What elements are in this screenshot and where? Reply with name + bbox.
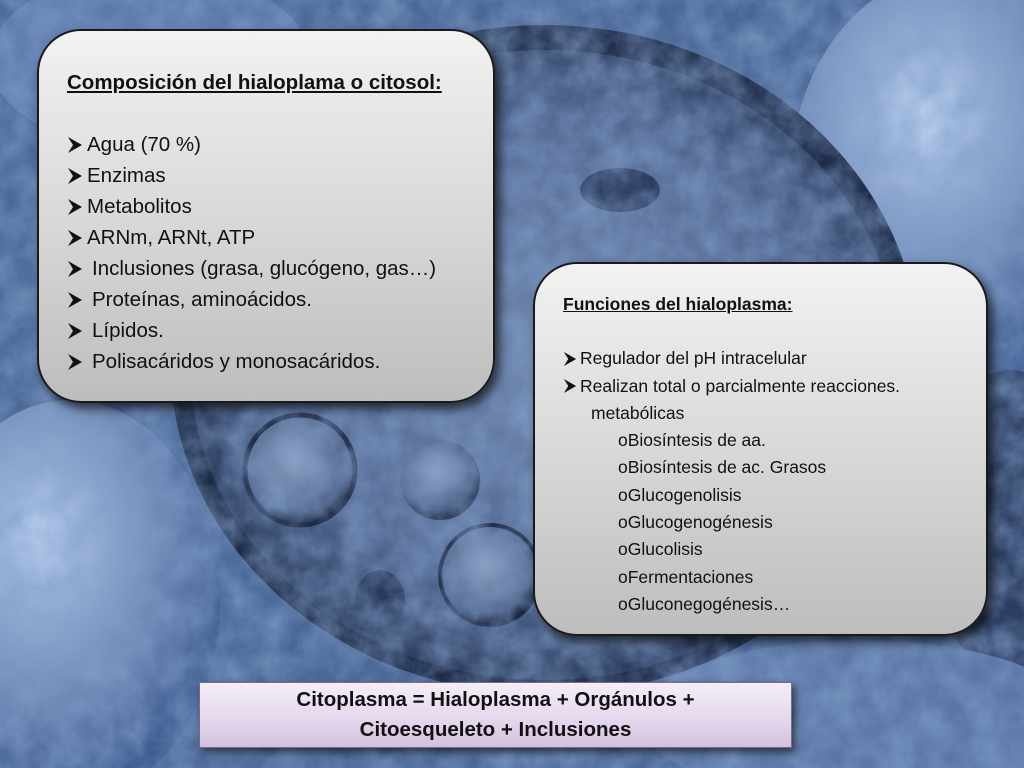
arrow-bullet-icon <box>67 167 83 185</box>
sub-bullet-marker: o <box>618 430 628 451</box>
sub-list-item: oFermentaciones <box>618 566 754 587</box>
list-item: Realizan total o parcialmente reacciones. <box>563 373 986 400</box>
sub-bullet-marker: o <box>618 484 628 505</box>
list-item: Polisacáridos y monosacáridos. <box>67 346 493 377</box>
list-item: Regulador del pH intracelular <box>563 345 986 372</box>
arrow-bullet-icon <box>563 351 577 367</box>
formula-line-2: Citoesqueleto + Inclusiones <box>359 718 632 741</box>
arrow-bullet-icon <box>67 260 83 278</box>
sub-bullet-marker: o <box>618 512 628 533</box>
formula-box <box>199 682 792 748</box>
arrow-bullet-icon <box>563 378 577 394</box>
list-item: Agua (70 %) <box>67 129 493 160</box>
sub-bullet-marker: o <box>618 593 628 614</box>
arrow-bullet-icon <box>67 322 83 340</box>
arrow-bullet-icon <box>67 353 83 371</box>
list-item: Lípidos. <box>67 315 493 346</box>
composition-box <box>37 29 495 403</box>
sub-bullet-marker: o <box>618 566 628 587</box>
list-item: Proteínas, aminoácidos. <box>67 284 493 315</box>
list-item: Enzimas <box>67 160 493 191</box>
sub-list-item: oGlucogenogénesis <box>618 512 773 533</box>
sub-list-item: oGluconegogénesis… <box>618 593 791 614</box>
arrow-bullet-icon <box>67 198 83 216</box>
formula-line-1: Citoplasma = Hialoplasma + Orgánulos + <box>296 688 695 711</box>
list-item: ARNm, ARNt, ATP <box>67 222 493 253</box>
sub-list-item: oGlucogenolisis <box>618 484 742 505</box>
list-item: Inclusiones (grasa, glucógeno, gas…) <box>67 253 493 284</box>
sub-list-item: oGlucolisis <box>618 539 703 560</box>
arrow-bullet-icon <box>67 229 83 247</box>
sub-bullet-marker: o <box>618 457 628 478</box>
functions-box <box>533 262 988 636</box>
list-item: Metabolitos <box>67 191 493 222</box>
sub-list-item: oBiosíntesis de ac. Grasos <box>618 457 827 478</box>
composition-title: Composición del hialoplama o citosol: <box>67 71 442 94</box>
sub-list-item: oBiosíntesis de aa. <box>618 430 766 451</box>
functions-title: Funciones del hialoplasma: <box>563 294 793 314</box>
list-item-continuation: metabólicas <box>591 402 685 423</box>
sub-bullet-marker: o <box>618 539 628 560</box>
arrow-bullet-icon <box>67 136 83 154</box>
arrow-bullet-icon <box>67 291 83 309</box>
